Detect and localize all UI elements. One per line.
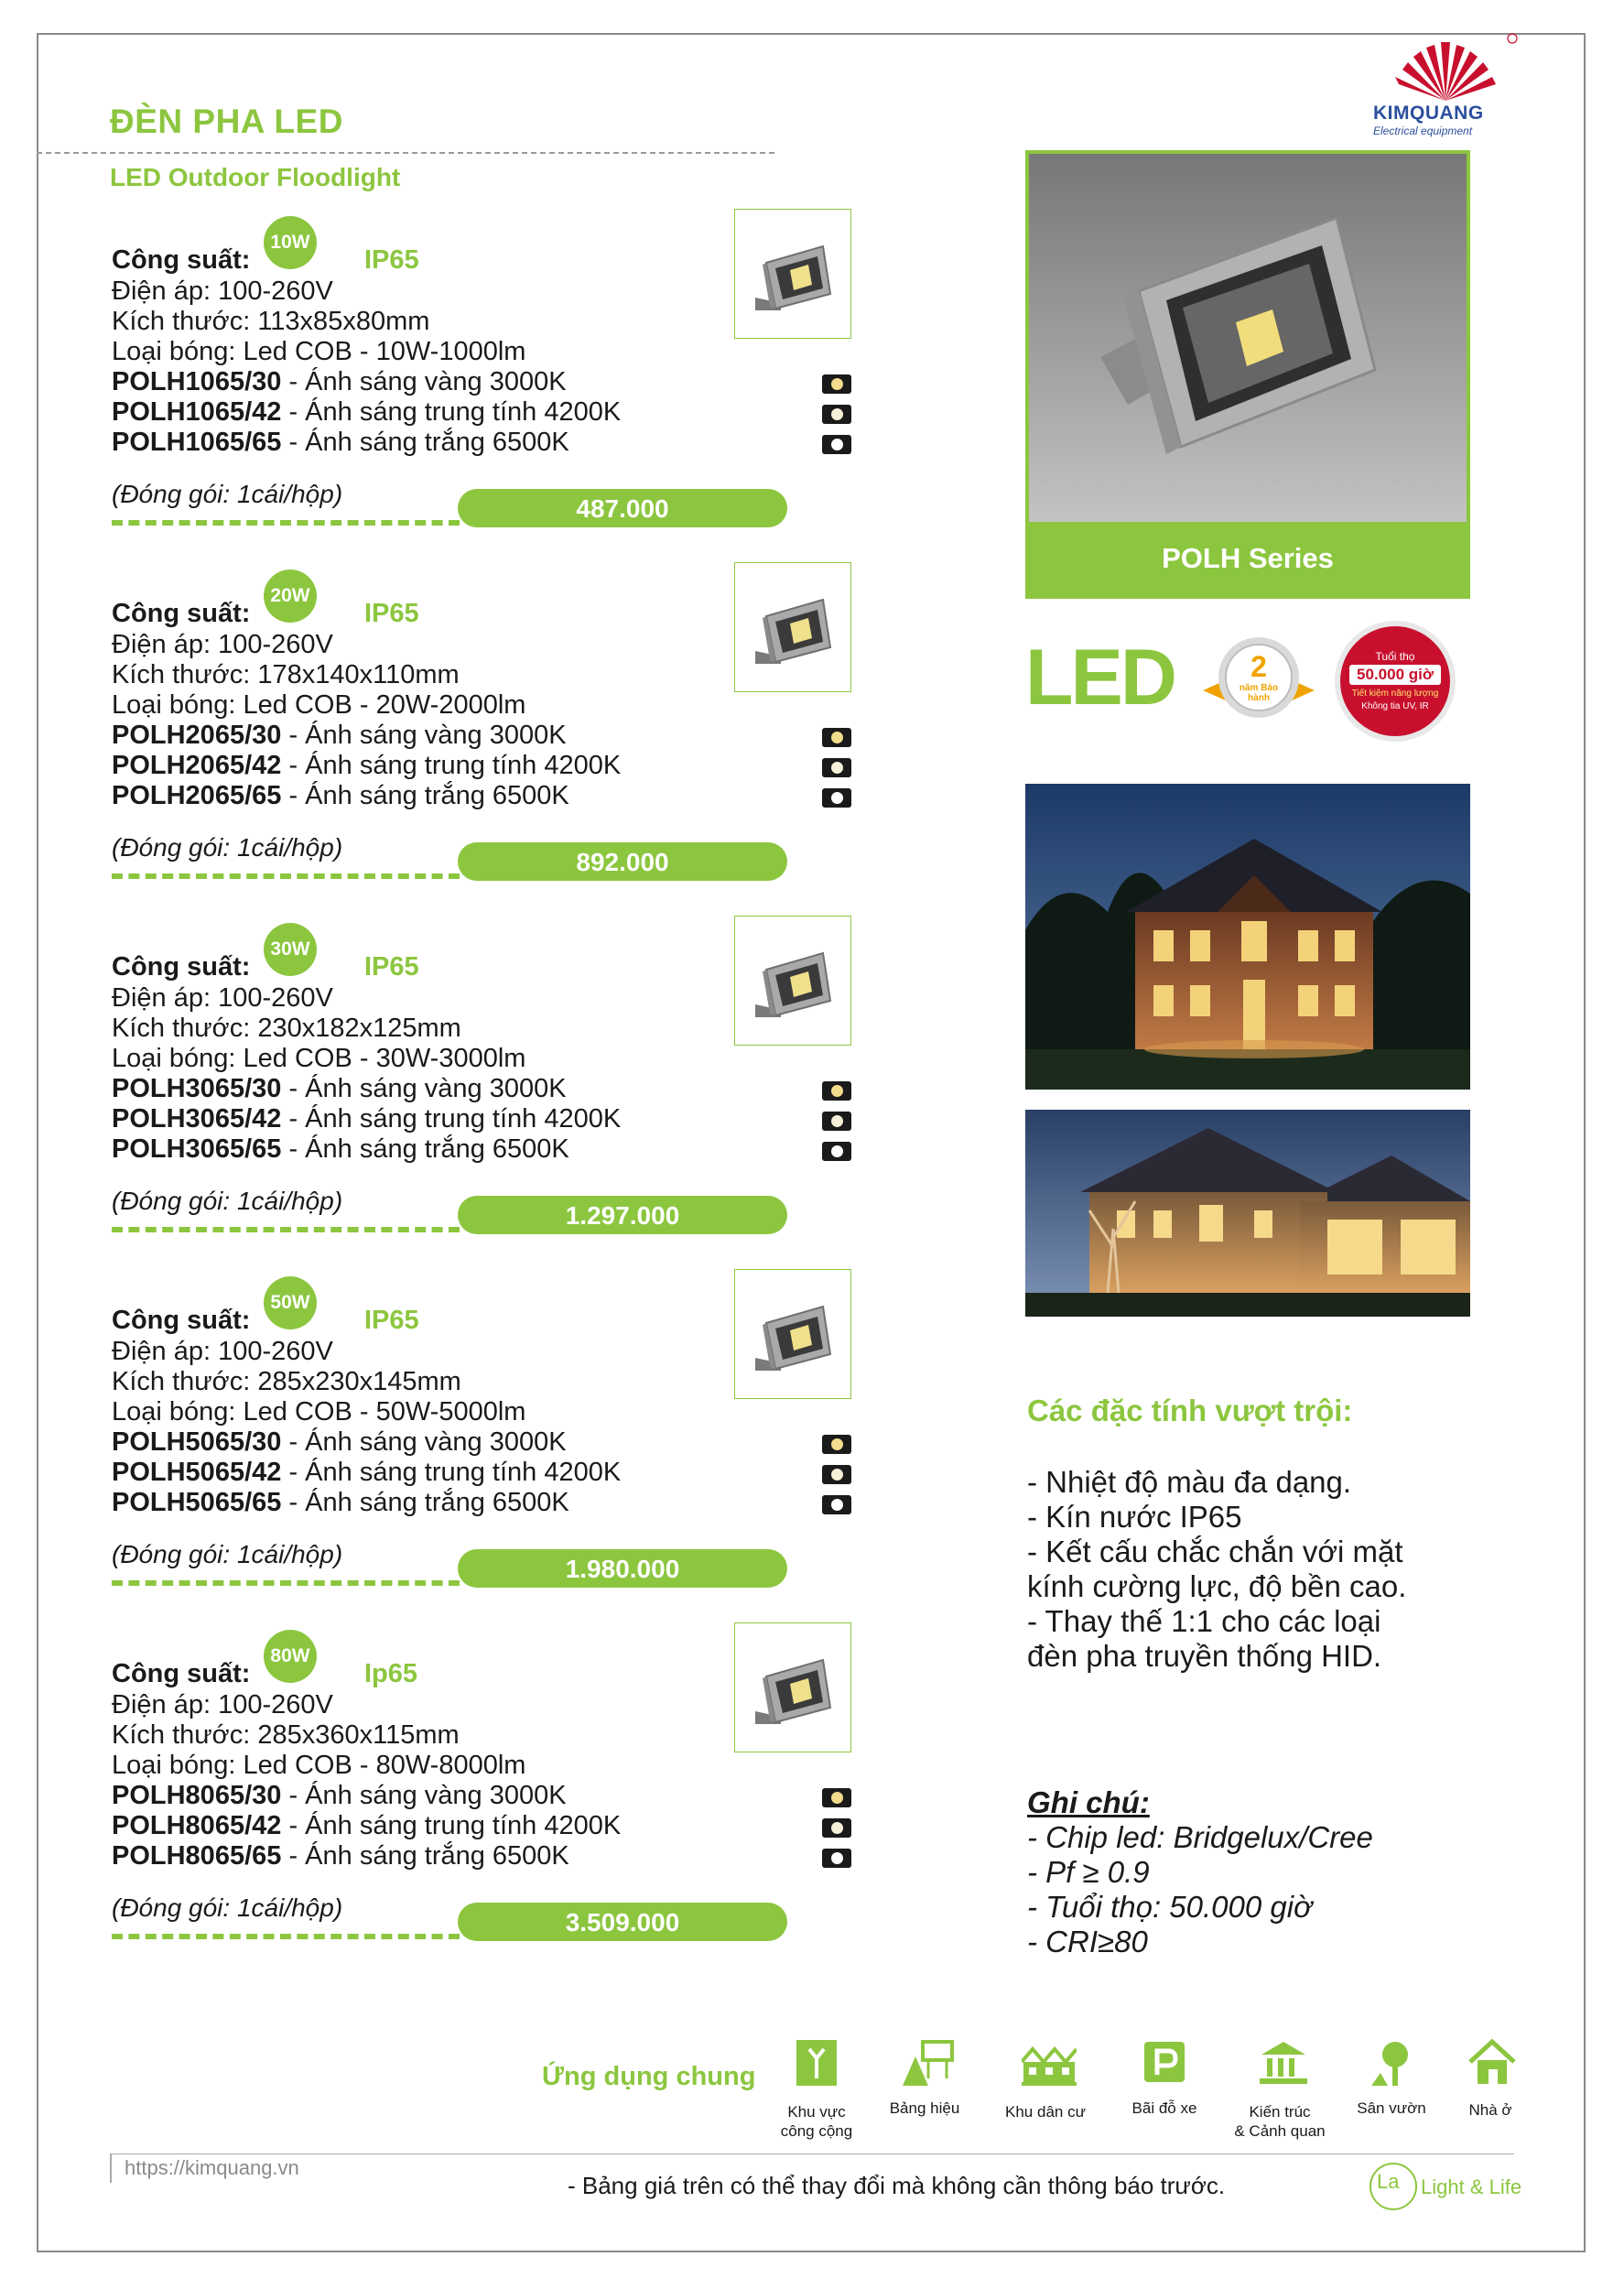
packaging-note: (Đóng gói: 1cái/hộp): [112, 833, 343, 862]
variant-row: [112, 1074, 567, 1104]
voltage-spec: [112, 983, 333, 1014]
color-temp-swatch-icon: [822, 1081, 851, 1101]
lamp-value: Led COB - 50W-5000lm: [243, 1397, 526, 1427]
color-temp-swatch-icon: [822, 758, 851, 777]
color-temp-swatch-icon: [822, 374, 851, 394]
product-thumbnail: [734, 1269, 851, 1399]
swatch-dot: [831, 1085, 843, 1097]
swatch-dot: [831, 1145, 843, 1157]
swatch-dot: [831, 1499, 843, 1511]
variant-code: POLH1065/65: [112, 428, 282, 457]
brand-logo: [1366, 29, 1525, 139]
swatch-dot: [831, 1852, 843, 1864]
brand-tagline: Electrical equipment: [1373, 125, 1473, 137]
note-line: - Pf ≥ 0.9: [1027, 1855, 1150, 1889]
voltage-value: 100-260V: [218, 1690, 333, 1719]
power-label: Công suất:: [112, 952, 251, 982]
variant-desc: - Ánh sáng trắng 6500K: [281, 1134, 569, 1164]
wattage-badge: 50W: [264, 1276, 317, 1329]
product-block-50w: [110, 1269, 861, 1608]
product-block-30w: [110, 916, 861, 1254]
app-house: [1432, 2038, 1549, 2139]
lamp-value: Led COB - 20W-2000lm: [243, 690, 526, 720]
size-label: Kích thước:: [112, 307, 258, 336]
color-temp-swatch-icon: [822, 1818, 851, 1838]
sunburst-logo-icon: [1366, 29, 1525, 104]
color-temp-swatch-icon: [822, 405, 851, 424]
voltage-label: Điện áp:: [112, 1337, 219, 1366]
swatch-dot: [831, 1115, 843, 1127]
price-disclaimer: - Bảng giá trên có thể thay đổi mà không cần thông báo trước.: [568, 2172, 1226, 2199]
garden-icon: [1368, 2038, 1419, 2089]
price-tag: 487.000: [458, 489, 787, 527]
application-photo-house-night: [1025, 1110, 1470, 1317]
lamp-spec: [112, 1751, 525, 1781]
led-badge: LED: [1025, 634, 1175, 721]
logo-wordmark: Light & Life: [1421, 2175, 1522, 2198]
hero-caption: POLH Series: [1162, 542, 1334, 574]
seal-lifespan-label: Tuổi thọ: [1375, 650, 1415, 663]
variant-row: [112, 781, 569, 811]
power-label: Công suất:: [112, 599, 251, 628]
certification-badges: [1025, 632, 1470, 732]
variant-row: [112, 721, 567, 751]
voltage-label: Điện áp:: [112, 277, 219, 306]
variant-code: POLH8065/65: [112, 1841, 282, 1871]
variant-row: [112, 1134, 569, 1165]
lamp-label: Loại bóng:: [112, 337, 244, 366]
lamp-label: Loại bóng:: [112, 690, 244, 720]
product-thumbnail: [734, 209, 851, 339]
swatch-dot: [831, 1438, 843, 1450]
floodlight-icon: [735, 210, 850, 338]
variant-code: POLH2065/42: [112, 751, 282, 780]
app-label: [758, 2102, 875, 2141]
color-temp-swatch-icon: [822, 1495, 851, 1514]
house-icon: [1467, 2038, 1518, 2089]
swatch-dot: [831, 1792, 843, 1804]
lamp-value: Led COB - 10W-1000lm: [243, 337, 526, 366]
variant-code: POLH5065/30: [112, 1427, 282, 1457]
parking-icon: [1141, 2038, 1188, 2089]
color-temp-swatch-icon: [822, 1435, 851, 1454]
variant-row: [112, 367, 567, 397]
lamp-spec: [112, 690, 525, 721]
variant-row: [112, 1104, 621, 1134]
variant-code: POLH8065/42: [112, 1811, 282, 1840]
voltage-label: Điện áp:: [112, 1690, 219, 1719]
public-area-icon: [793, 2038, 840, 2089]
architecture-icon: [1256, 2038, 1311, 2089]
note-line: - Chip led: Bridgelux/Cree: [1027, 1820, 1373, 1854]
variant-code: POLH1065/42: [112, 397, 282, 427]
voltage-value: 100-260V: [218, 630, 333, 659]
variant-desc: - Ánh sáng vàng 3000K: [281, 1781, 567, 1810]
feature-line: - Kết cấu chắc chắn với mặt: [1027, 1535, 1403, 1568]
size-label: Kích thước:: [112, 1720, 258, 1750]
price-tag: 3.509.000: [458, 1903, 787, 1941]
variant-row: [112, 1781, 567, 1811]
lamp-label: Loại bóng:: [112, 1397, 244, 1427]
residential-icon: [1022, 2038, 1077, 2089]
application-photo-house: [1025, 784, 1470, 1090]
app-residential: [987, 2038, 1104, 2139]
packaging-note: (Đóng gói: 1cái/hộp): [112, 1893, 343, 1922]
size-label: Kích thước:: [112, 660, 258, 689]
feature-line: - Thay thế 1:1 cho các loại: [1027, 1604, 1381, 1638]
app-label: Khu dân cư: [1005, 2103, 1086, 2121]
size-value: 285x230x145mm: [257, 1367, 461, 1396]
color-temp-swatch-icon: [822, 1142, 851, 1161]
variant-code: POLH1065/30: [112, 367, 282, 396]
lit-house-photo: [1025, 784, 1470, 1090]
variant-code: POLH5065/42: [112, 1458, 282, 1487]
swatch-dot: [831, 408, 843, 420]
note-line: - Tuổi thọ: 50.000 giờ: [1027, 1890, 1313, 1924]
voltage-spec: [112, 277, 333, 307]
size-value: 285x360x115mm: [257, 1720, 460, 1750]
website-link[interactable]: https://kimquang.vn: [110, 2153, 299, 2183]
variant-code: POLH2065/30: [112, 721, 282, 750]
variant-desc: - Ánh sáng trung tính 4200K: [281, 1811, 622, 1840]
ip-rating: IP65: [364, 1306, 419, 1335]
app-billboard: [866, 2038, 983, 2139]
floodlight-icon: [735, 917, 850, 1045]
power-label: Công suất:: [112, 245, 251, 275]
lit-house-photo: [1025, 1110, 1470, 1317]
packaging-note: (Đóng gói: 1cái/hộp): [112, 1540, 343, 1568]
variant-desc: - Ánh sáng trắng 6500K: [281, 428, 569, 457]
size-spec: [112, 1367, 461, 1397]
swatch-dot: [831, 792, 843, 804]
billboard-icon: [901, 2038, 956, 2089]
color-temp-swatch-icon: [822, 1849, 851, 1868]
floodlight-icon: [735, 563, 850, 691]
lamp-spec: [112, 1044, 525, 1074]
voltage-value: 100-260V: [218, 277, 333, 306]
variant-desc: - Ánh sáng trung tính 4200K: [281, 1104, 622, 1134]
size-label: Kích thước:: [112, 1014, 258, 1043]
lamp-label: Loại bóng:: [112, 1751, 244, 1780]
size-value: 178x140x110mm: [257, 660, 460, 689]
swatch-dot: [831, 762, 843, 774]
size-label: Kích thước:: [112, 1367, 258, 1396]
power-label: Công suất:: [112, 1659, 251, 1688]
swatch-dot: [831, 439, 843, 450]
power-label: Công suất:: [112, 1306, 251, 1335]
variant-code: POLH3065/65: [112, 1134, 282, 1164]
title-divider: [37, 152, 774, 154]
swatch-dot: [831, 732, 843, 743]
hero-product-photo: [1029, 154, 1467, 522]
seal-energy-saving: Tiết kiệm năng lượng: [1351, 689, 1439, 699]
brand-name: KIMQUANG: [1373, 103, 1484, 124]
notes-title: Ghi chú:: [1027, 1785, 1150, 1819]
floodlight-icon: [735, 1623, 850, 1752]
color-temp-swatch-icon: [822, 1788, 851, 1807]
product-block-20w: [110, 562, 861, 901]
voltage-label: Điện áp:: [112, 630, 219, 659]
page-title: ĐÈN PHA LED: [110, 103, 343, 140]
app-label-line: công cộng: [780, 2122, 853, 2140]
app-label: Sân vườn: [1357, 2099, 1426, 2117]
variant-row: [112, 1488, 569, 1518]
price-tag: 1.980.000: [458, 1549, 787, 1588]
variant-desc: - Ánh sáng vàng 3000K: [281, 1074, 567, 1103]
voltage-spec: [112, 1690, 333, 1720]
product-thumbnail: [734, 562, 851, 692]
warranty-badge: [1199, 632, 1318, 727]
app-label: Bãi đỗ xe: [1131, 2099, 1197, 2117]
product-block-10w: [110, 209, 861, 548]
wattage-badge: 30W: [264, 923, 317, 976]
lamp-value: Led COB - 30W-3000lm: [243, 1044, 526, 1073]
app-label: Nhà ở: [1468, 2101, 1512, 2119]
product-thumbnail: [734, 916, 851, 1046]
color-temp-swatch-icon: [822, 788, 851, 808]
ip-rating: IP65: [364, 952, 419, 982]
lamp-spec: [112, 337, 525, 367]
seal-lifespan-hours: 50.000 giờ: [1349, 665, 1441, 685]
feature-line: - Nhiệt độ màu đa dạng.: [1027, 1465, 1352, 1499]
variant-desc: - Ánh sáng trắng 6500K: [281, 781, 569, 810]
dashed-divider: [112, 1227, 460, 1232]
swatch-dot: [831, 1822, 843, 1834]
lamp-value: Led COB - 80W-8000lm: [243, 1751, 526, 1780]
footer-divider: [110, 2153, 1514, 2154]
lamp-label: Loại bóng:: [112, 1044, 244, 1073]
warranty-text: năm Bảo hành: [1239, 683, 1279, 703]
app-label-line: Khu vực: [787, 2103, 846, 2121]
dashed-divider: [112, 873, 460, 879]
app-architecture: [1221, 2038, 1338, 2139]
packaging-note: (Đóng gói: 1cái/hộp): [112, 480, 343, 508]
variant-desc: - Ánh sáng vàng 3000K: [281, 367, 567, 396]
app-label: Bảng hiệu: [889, 2099, 960, 2117]
size-spec: [112, 660, 460, 690]
app-label-line: & Cảnh quan: [1234, 2122, 1326, 2140]
voltage-label: Điện áp:: [112, 983, 219, 1013]
variant-desc: - Ánh sáng trung tính 4200K: [281, 751, 622, 780]
ip-rating: IP65: [364, 599, 419, 628]
features-title: Các đặc tính vượt trội:: [1027, 1394, 1353, 1427]
color-temp-swatch-icon: [822, 728, 851, 747]
wattage-badge: 20W: [264, 570, 317, 623]
light-and-life-logo: [1370, 2163, 1525, 2208]
size-value: 113x85x80mm: [257, 307, 430, 336]
feature-line: đèn pha truyền thống HID.: [1027, 1639, 1382, 1673]
voltage-value: 100-260V: [218, 1337, 333, 1366]
variant-code: POLH5065/65: [112, 1488, 282, 1517]
feature-line: kính cường lực, độ bền cao.: [1027, 1569, 1407, 1603]
dashed-divider: [112, 520, 460, 526]
wattage-badge: 10W: [264, 216, 317, 269]
variant-row: [112, 1811, 621, 1841]
variant-row: [112, 1427, 567, 1458]
logo-monogram: La: [1377, 2170, 1400, 2193]
variant-code: POLH2065/65: [112, 781, 282, 810]
color-temp-swatch-icon: [822, 435, 851, 454]
variant-code: POLH3065/42: [112, 1104, 282, 1134]
app-label: [1221, 2102, 1338, 2141]
product-block-80w: [110, 1622, 861, 1961]
packaging-note: (Đóng gói: 1cái/hộp): [112, 1187, 343, 1215]
variant-desc: - Ánh sáng vàng 3000K: [281, 1427, 567, 1457]
size-spec: [112, 307, 429, 337]
variant-desc: - Ánh sáng trắng 6500K: [281, 1488, 569, 1517]
hero-panel: [1025, 150, 1470, 599]
variant-row: [112, 397, 621, 428]
lamp-spec: [112, 1397, 525, 1427]
product-thumbnail: [734, 1622, 851, 1752]
feature-line: - Kín nước IP65: [1027, 1500, 1242, 1534]
voltage-spec: [112, 1337, 333, 1367]
floodlight-icon: [735, 1270, 850, 1398]
variant-row: [112, 1841, 569, 1871]
variant-code: POLH3065/30: [112, 1074, 282, 1103]
ip-rating: IP65: [364, 245, 419, 275]
color-temp-swatch-icon: [822, 1112, 851, 1131]
floodlight-icon: [1029, 154, 1467, 522]
ip-rating: Ip65: [364, 1659, 418, 1688]
app-label-line: Kiến trúc: [1249, 2103, 1311, 2121]
variant-desc: - Ánh sáng trung tính 4200K: [281, 397, 622, 427]
applications-title: Ứng dụng chung: [542, 2062, 756, 2091]
price-tag: 1.297.000: [458, 1196, 787, 1234]
voltage-spec: [112, 630, 333, 660]
note-line: - CRI≥80: [1027, 1925, 1148, 1958]
size-spec: [112, 1014, 461, 1044]
warranty-years: 2: [1250, 650, 1267, 683]
size-value: 230x182x125mm: [257, 1014, 461, 1043]
variant-desc: - Ánh sáng trung tính 4200K: [281, 1458, 622, 1487]
dashed-divider: [112, 1580, 460, 1586]
variant-row: [112, 751, 621, 781]
dashed-divider: [112, 1934, 460, 1939]
variant-desc: - Ánh sáng trắng 6500K: [281, 1841, 569, 1871]
page-subtitle: LED Outdoor Floodlight: [110, 163, 401, 191]
price-tag: 892.000: [458, 842, 787, 881]
wattage-badge: 80W: [264, 1630, 317, 1683]
swatch-dot: [831, 378, 843, 390]
app-public-area: [758, 2038, 875, 2139]
lifespan-seal: [1340, 626, 1450, 736]
size-spec: [112, 1720, 460, 1751]
variant-row: [112, 428, 569, 458]
seal-no-uv: Không tia UV, IR: [1361, 701, 1429, 711]
app-parking: [1106, 2038, 1223, 2139]
color-temp-swatch-icon: [822, 1465, 851, 1484]
variant-code: POLH8065/30: [112, 1781, 282, 1810]
variant-desc: - Ánh sáng vàng 3000K: [281, 721, 567, 750]
swatch-dot: [831, 1469, 843, 1481]
voltage-value: 100-260V: [218, 983, 333, 1013]
variant-row: [112, 1458, 621, 1488]
